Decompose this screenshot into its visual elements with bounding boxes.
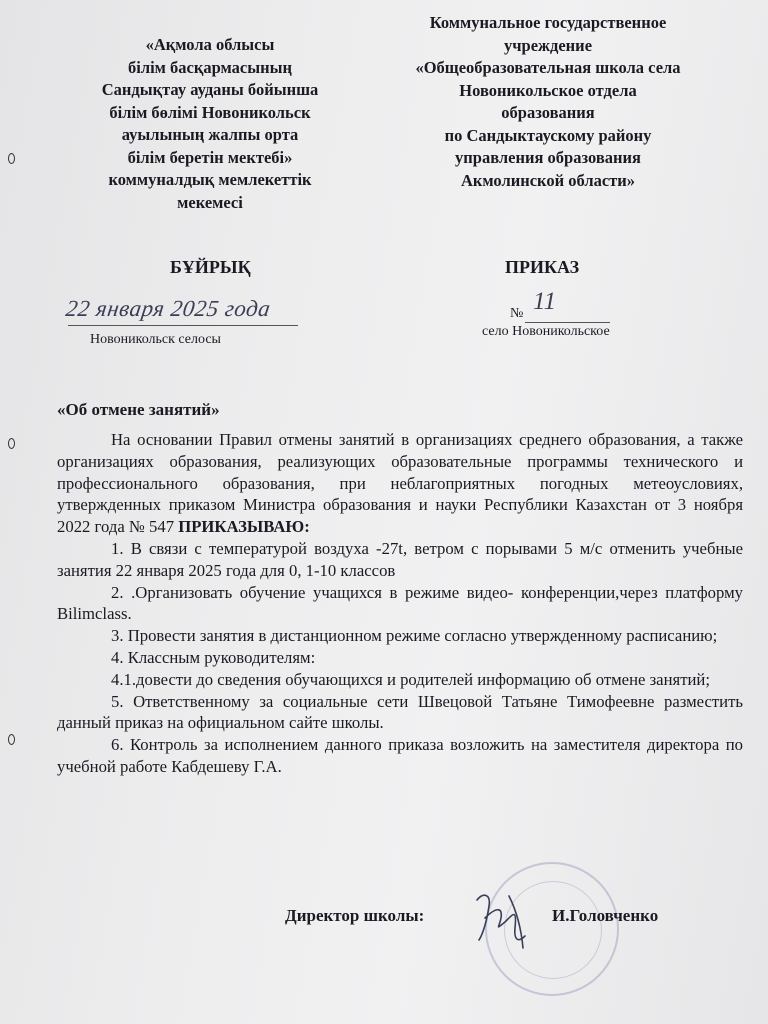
header-kz-line: білім басқармасының — [127, 57, 293, 77]
order-item: 4. Классным руководителям: — [111, 647, 316, 667]
header-ru-line: учреждение — [503, 35, 593, 55]
signatory-name: И.Головченко — [552, 906, 659, 925]
order-item: 5. Ответственному за социальные сети Швецовой Татьяне Тимофеевне разместить данный приказ на официальном сайте школы. — [57, 691, 743, 733]
header-kz-line: ауылының жалпы орта — [121, 125, 299, 144]
header-ru-line: Коммунальное государственное — [429, 13, 667, 32]
place-name-kz: Новоникольск селосы — [90, 332, 221, 347]
punch-hole-mark — [8, 734, 15, 745]
document-title-ru: ПРИКАЗ — [505, 257, 580, 277]
preamble-paragraph — [57, 429, 743, 538]
punch-hole-mark — [8, 153, 15, 164]
header-ru-line: управления образования — [455, 148, 641, 167]
header-ru-line: по Сандыктаускому району — [444, 125, 652, 145]
header-ru-line: Акмолинской области» — [460, 170, 636, 190]
header-russian — [388, 12, 708, 192]
number-underline — [525, 322, 610, 323]
order-item: 3. Провести занятия в дистанционном режиме согласно утвержденному расписанию; — [111, 626, 718, 646]
preamble-text: На основании Правил отмены занятий в организациях среднего образования, а также организациях образования, реализующих образовательные программы технического и профессионального образования, при неблагоприятных погодных метеоусловиях, утвержденных приказом Министра образования и науки Республики Казахстан от 3 ноября 2022 года № 547 — [57, 430, 743, 537]
date-underline — [68, 325, 298, 326]
order-number-label: № — [510, 306, 524, 321]
header-kz-line: білім бөлімі Новоникольск — [109, 102, 311, 122]
order-keyword: ПРИКАЗЫВАЮ: — [178, 517, 310, 537]
order-item: 1. В связи с температурой воздуха -27t, ветром с порывами 5 м/с отменить учебные занятия 22 января 2025 года для 0, 1-10 классов — [57, 538, 743, 580]
header-ru-line: Новоникольское отдела — [459, 80, 637, 100]
punch-hole-mark — [8, 438, 15, 449]
order-item: 6. Контроль за исполнением данного приказа возложить на заместителя директора по учебной работе Кабдешеву Г.А. — [57, 735, 743, 776]
signature-title: Директор школы: — [285, 906, 425, 925]
header-kz-line: білім беретін мектебі» — [127, 147, 293, 167]
order-subject: «Об отмене занятий» — [57, 400, 220, 419]
order-item: 2. .Организовать обучение учащихся в режиме видео- конференции,через платформу Bilimclass. — [57, 582, 743, 624]
header-kz-line: мекемесі — [177, 192, 243, 212]
header-kz-line: «Ақмола облысы — [145, 35, 275, 54]
place-name-ru: село Новоникольское — [482, 324, 610, 339]
handwritten-date: 22 января 2025 года — [64, 296, 273, 321]
document-title-kz: БҰЙРЫҚ — [170, 257, 251, 277]
header-kz-line: Сандықтау ауданы бойынша — [101, 80, 319, 99]
header-kz-line: коммуналдық мемлекеттік — [108, 170, 312, 189]
order-body — [57, 429, 743, 778]
order-item: 4.1.довести до сведения обучающихся и родителей информацию об отмене занятий; — [111, 669, 710, 689]
handwritten-signature-icon — [465, 878, 555, 958]
header-ru-line: «Общеобразовательная школа села — [415, 58, 681, 77]
handwritten-order-number: 11 — [533, 288, 557, 315]
header-ru-line: образования — [501, 103, 595, 122]
header-kazakh — [55, 34, 365, 214]
